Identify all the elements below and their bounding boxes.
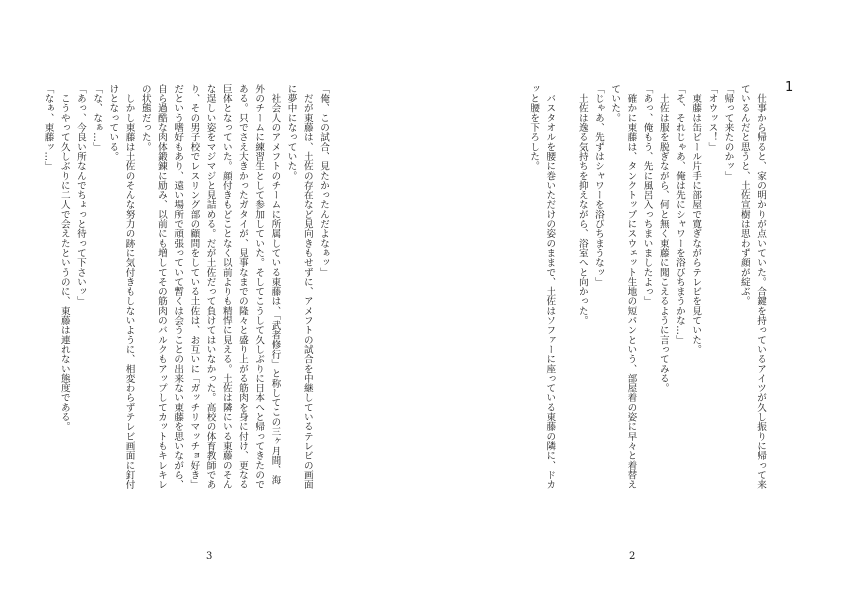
left_page-line: 「な、なぁ…」 — [91, 84, 103, 152]
left_page-line: ある。只でさえ大きかったガタイが、見事なまでの隆々と盛り上がる筋肉を身に付け、更なる — [236, 84, 248, 490]
page-number-right: 2 — [629, 551, 636, 562]
left_page-line: 「あっ、今良い所なんでちょっと待って下さいッ」 — [74, 84, 86, 306]
left_page-line: 自ら過酷な肉体鍛錬に励み、以前にも増してその筋肉のバルクもアップしてカットもキレキレ — [155, 84, 167, 490]
right_page-line: 土佐は逸る気持ちを抑えながら、浴室へと向かった。 — [576, 84, 588, 326]
right_page-line: ッと腰を下ろした。 — [528, 84, 540, 171]
right_page-line: 「帰って来たのかッ」 — [722, 84, 734, 181]
chapter-number: 1 — [785, 80, 794, 95]
right_page-line: バスタオルを腰に巻いただけの姿のままで、土佐はソファーに座っている東藤の隣に、ドカ — [544, 84, 556, 490]
left_page-line: 巨体となっていた。顔付きもどことなく以前よりも精悍に見える。土佐は隣にいる東藤のそん — [220, 84, 232, 490]
right_page-line: 東藤は缶ビール片手に部屋で寛ぎながらテレビを見ていた。 — [690, 84, 702, 355]
left_page-line: な逞しい姿をマジマジと見詰める。だが土佐だって負けてはいなかった。高校の体育教師であ — [204, 84, 216, 490]
left_page-line: 「俺、この試合、見たかったんだよなぁッ」 — [318, 84, 329, 277]
right_page-line — [557, 84, 573, 554]
right_page-line: ていた。 — [609, 84, 621, 123]
left_page-line: り、その男子校でレスリング部の顧問をしている土佐は、お互いに「ガッチリマッチョ好き」 — [188, 84, 200, 490]
left_page-line: 社会人のアメフトのチームに所属している東藤は、「武者修行」と称してこの三ヶ月間、海 — [269, 84, 281, 485]
right_page-line: 「あっ、俺もう、先に風呂入っちまいましたよっ」 — [641, 84, 653, 306]
left_page-line: こうやって久しぶりに二人で会えたというのに、東藤は連れない態度である。 — [58, 84, 70, 432]
page-number-left: 3 — [206, 551, 213, 562]
left_page-line: けとなっている。 — [107, 84, 119, 162]
right-page-text — [525, 84, 768, 554]
right_page-line: 「じゃあ、先ずはシャワーを浴びちまうなッ」 — [592, 84, 604, 287]
left_page-line: に夢中になっていた。 — [285, 84, 297, 181]
left_page-line: しかし東藤は土佐のそんな努力の跡に気付きもしないように、相変わらずテレビ画面に釘付 — [123, 84, 135, 490]
right_page-line: ているんだと思うと、土佐宣樹は思わず顔が綻ぶ。 — [738, 84, 750, 306]
right_page-line: 「オウッス！」 — [706, 84, 718, 152]
left_page-line: だが東藤は、土佐の存在など見向きもせずに、アメフトの試合を中継しているテレビの画面 — [301, 84, 313, 490]
left_page-line: 「なぁ、東藤ッ…」 — [42, 84, 54, 171]
left_page-line: だという嗜好もあり、遠い場所で頑張っていて暫くは会うことの出来ない東藤を思いながら、 — [172, 84, 184, 490]
right_page-line: 土佐は服を脱ぎながら、何と無く東藤に聞こえるように言ってみる。 — [657, 84, 669, 393]
right_page-line: 確かに東藤は、タンクトップにスウェット生地の短パンという、部屋着の姿に早々と着替え — [625, 84, 637, 490]
right_page-line: 「そ、それじゃあ、俺は先にシャワーを浴びちまうかな…」 — [673, 84, 685, 345]
left_page-line: の状態だった。 — [139, 84, 151, 152]
left-page-text — [39, 84, 331, 554]
left_page-line: 外のチームに練習生として参加していた。そしてこうして久しぶりに日本へと帰ってきたので — [253, 84, 265, 490]
right_page-line: 仕事から帰ると、家の明かりが点いていた。合鍵を持っているアイツが久し振りに帰って来 — [755, 84, 766, 490]
